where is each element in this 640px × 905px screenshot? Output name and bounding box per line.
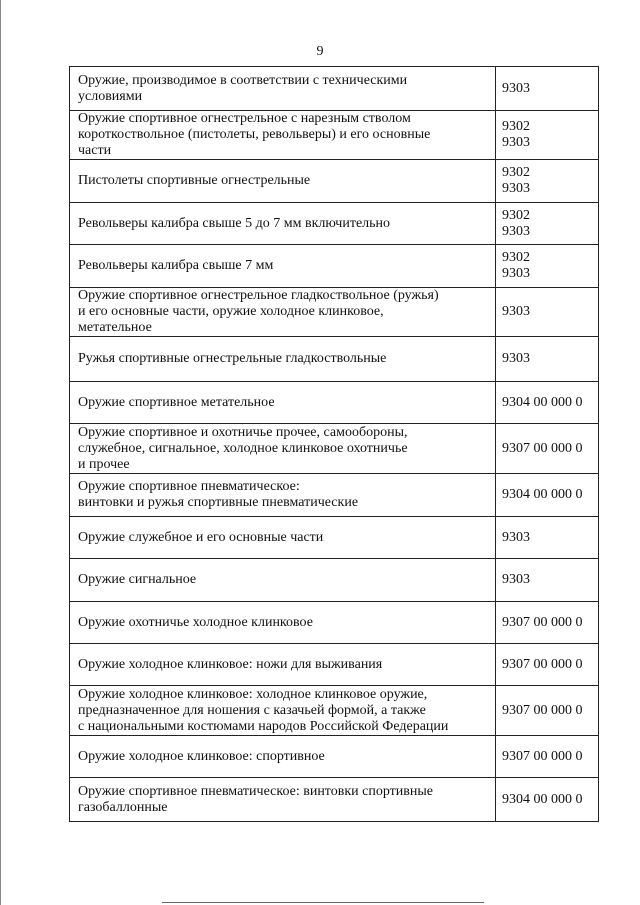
item-description: Оружие, производимое в соответствии с техническими условиями <box>70 67 496 111</box>
table-row <box>70 778 599 822</box>
item-code: 9302 9303 <box>496 160 599 203</box>
item-code: 9304 00 000 0 <box>496 382 599 424</box>
item-code: 9303 <box>496 288 599 337</box>
item-code: 9304 00 000 0 <box>496 778 599 822</box>
item-description: Револьверы калибра свыше 5 до 7 мм включительно <box>70 203 496 245</box>
table-row <box>70 736 599 778</box>
table-row <box>70 382 599 424</box>
item-code: 9307 00 000 0 <box>496 736 599 778</box>
item-description: Оружие охотничье холодное клинковое <box>70 602 496 644</box>
item-description: Оружие спортивное пневматическое: винтовки и ружья спортивные пневматические <box>70 474 496 517</box>
item-code: 9307 00 000 0 <box>496 424 599 474</box>
item-code: 9307 00 000 0 <box>496 602 599 644</box>
item-description: Оружие спортивное пневматическое: винтовки спортивные газобаллонные <box>70 778 496 822</box>
item-code: 9303 <box>496 337 599 382</box>
table-row <box>70 644 599 686</box>
table-row <box>70 517 599 559</box>
item-code: 9302 9303 <box>496 111 599 160</box>
item-code: 9304 00 000 0 <box>496 474 599 517</box>
item-description: Револьверы калибра свыше 7 мм <box>70 245 496 288</box>
item-code: 9303 <box>496 559 599 602</box>
table-row <box>70 67 599 111</box>
table-row <box>70 686 599 736</box>
page-number: 9 <box>316 44 324 59</box>
table-row <box>70 160 599 203</box>
table-row <box>70 288 599 337</box>
item-description: Оружие спортивное метательное <box>70 382 496 424</box>
item-description: Ружья спортивные огнестрельные гладкоствольные <box>70 337 496 382</box>
item-code: 9302 9303 <box>496 203 599 245</box>
table-row <box>70 203 599 245</box>
table-row <box>70 245 599 288</box>
item-description: Оружие холодное клинковое: холодное клинковое оружие, предназначенное для ношения с казачьей формой, а также с национальными костюмами народов Российской Федерации <box>70 686 496 736</box>
item-description: Оружие холодное клинковое: спортивное <box>70 736 496 778</box>
item-description: Оружие спортивное огнестрельное гладкоствольное (ружья) и его основные части, оружие холодное клинковое, метательное <box>70 288 496 337</box>
table-row <box>70 337 599 382</box>
item-code: 9307 00 000 0 <box>496 644 599 686</box>
item-description: Оружие спортивное и охотничье прочее, самообороны, служебное, сигнальное, холодное клинковое охотничье и прочее <box>70 424 496 474</box>
table-body <box>70 67 599 822</box>
item-description: Оружие служебное и его основные части <box>70 517 496 559</box>
item-code: 9307 00 000 0 <box>496 686 599 736</box>
item-description: Пистолеты спортивные огнестрельные <box>70 160 496 203</box>
item-code: 9302 9303 <box>496 245 599 288</box>
table-row <box>70 424 599 474</box>
table-row <box>70 602 599 644</box>
item-code: 9303 <box>496 67 599 111</box>
item-description: Оружие холодное клинковое: ножи для выживания <box>70 644 496 686</box>
table-row <box>70 111 599 160</box>
scan-edge <box>0 0 1 905</box>
table-row <box>70 474 599 517</box>
weapons-table <box>69 66 599 822</box>
scan-artifact-line <box>162 902 484 903</box>
item-description: Оружие спортивное огнестрельное с нарезным стволом короткоствольное (пистолеты, револьверы) и его основные части <box>70 111 496 160</box>
item-code: 9303 <box>496 517 599 559</box>
table-row <box>70 559 599 602</box>
item-description: Оружие сигнальное <box>70 559 496 602</box>
